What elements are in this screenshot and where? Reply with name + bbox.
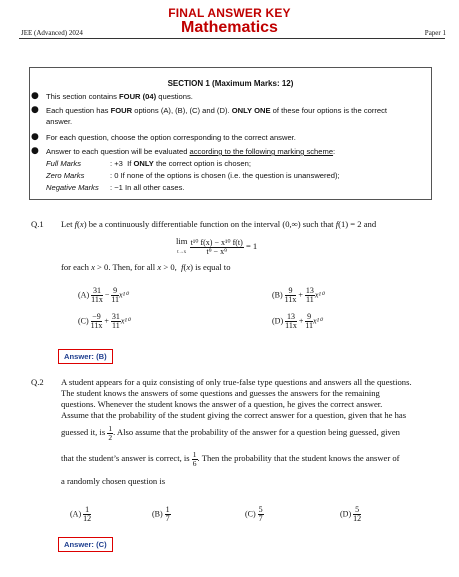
- stem-text: guessed it, is: [61, 426, 106, 437]
- marking-value: : 0 If none of the options is chosen (i.e. the question is unanswered);: [110, 171, 340, 180]
- bullet-icon: ●: [31, 146, 39, 156]
- question-number: Q.1: [31, 219, 44, 229]
- option-d[interactable]: [272, 313, 322, 330]
- fraction-num: 1: [108, 424, 113, 433]
- fraction-den: 2: [108, 432, 113, 442]
- stem-line-7: a randomly chosen question is: [61, 476, 166, 486]
- limit-operator: lim: [176, 236, 188, 246]
- option-label: (A): [78, 290, 90, 300]
- answer-badge-q2: Answer: (C): [58, 537, 113, 552]
- option-b[interactable]: [152, 506, 171, 523]
- option-c[interactable]: [78, 313, 130, 330]
- option-num: 9: [307, 312, 312, 321]
- instruction-1: This section contains FOUR (04) questions.: [46, 92, 193, 101]
- option-num: 5: [355, 505, 360, 514]
- option-den: 11x: [90, 321, 103, 330]
- option-operator: +: [298, 316, 304, 326]
- option-c[interactable]: [245, 506, 264, 523]
- marking-label: Negative Marks: [46, 183, 99, 192]
- bullet-icon: ●: [31, 105, 39, 115]
- limit-expression: [176, 236, 257, 258]
- option-num: 31: [111, 312, 120, 321]
- option-label: (B): [272, 290, 283, 300]
- instruction-2: Each question has FOUR options (A), (B), (C) and (D). ONLY ONE of these four options is the correct answer.: [46, 106, 388, 126]
- option-num: 1: [85, 505, 90, 514]
- option-term: x¹⁰: [314, 290, 325, 300]
- option-d[interactable]: [340, 506, 361, 523]
- option-den: 7: [165, 514, 170, 523]
- option-operator: +: [298, 290, 303, 300]
- instruction-4: Answer to each question will be evaluated according to the following marking scheme:: [46, 147, 336, 156]
- option-num: 13: [305, 286, 314, 295]
- option-den: 11x: [285, 321, 297, 330]
- stem-line: A student appears for a quiz consisting of only true-false type questions and answers all the questions.: [61, 377, 412, 387]
- option-label: (C): [245, 509, 256, 519]
- option-num: 31: [92, 286, 101, 295]
- instruction-3: For each question, choose the option corresponding to the correct answer.: [46, 133, 296, 142]
- option-num: 9: [113, 286, 118, 295]
- option-num: 9: [285, 287, 297, 296]
- option-b[interactable]: [272, 287, 324, 304]
- subject-title: Mathematics: [181, 19, 278, 36]
- option-den: 11: [111, 295, 120, 304]
- option-den: 11x: [91, 295, 103, 304]
- option-a[interactable]: [70, 506, 91, 523]
- option-num: −9: [92, 312, 101, 321]
- limit-numerator: t¹⁰ f(x) − x¹⁰ f(t): [190, 237, 243, 247]
- option-num: 1: [165, 505, 170, 514]
- stem-text: . Also assume that the probability of the answer for a question being guessed, given: [113, 426, 400, 437]
- option-term: x¹⁰: [119, 290, 129, 300]
- question-stem-2: for each x > 0. Then, for all x > 0, f(x) is equal to: [61, 262, 231, 272]
- option-label: (D): [340, 509, 352, 519]
- question-stem: [61, 377, 447, 421]
- option-num: 13: [286, 312, 295, 321]
- stem-text: . Then the probability that the student knows the answer of: [197, 452, 400, 463]
- option-den: 12: [83, 514, 92, 523]
- header-rule: [19, 38, 445, 39]
- bullet-icon: ●: [31, 91, 39, 101]
- option-num: 5: [258, 505, 263, 514]
- exam-name: JEE (Advanced) 2024: [21, 29, 83, 37]
- paper-label: Paper 1: [424, 29, 446, 37]
- option-den: 7: [258, 514, 263, 523]
- marking-label: Full Marks: [46, 159, 82, 168]
- stem-text: that the student’s answer is correct, is: [61, 452, 190, 463]
- limit-denominator: t⁹ − x⁹: [206, 246, 227, 256]
- fraction-num: 1: [192, 450, 197, 459]
- option-term: x¹⁰: [120, 316, 131, 326]
- answer-badge-q1: Answer: (B): [58, 349, 113, 364]
- option-label: (A): [70, 509, 82, 519]
- option-den: 11: [306, 295, 314, 304]
- stem-line-5: [61, 425, 400, 441]
- marking-value: : +3 If ONLY the correct option is chosen;: [110, 159, 251, 168]
- option-den: 11x: [284, 295, 297, 304]
- question-stem: Let f(x) be a continuously differentiable function on the interval (0,∞) such that f(1) = 2 and: [61, 219, 377, 229]
- marking-label: Zero Marks: [46, 171, 85, 180]
- option-label: (C): [78, 316, 89, 326]
- stem-line: Assume that the probability of the student giving the correct answer for a question, given that he has: [61, 410, 407, 420]
- limit-rhs: = 1: [245, 240, 258, 251]
- bullet-icon: ●: [31, 132, 39, 142]
- option-den: 11: [305, 321, 314, 330]
- stem-line: The student knows the answers of some questions and guesses the answers for the remaining: [61, 388, 380, 398]
- section-title: SECTION 1 (Maximum Marks: 12): [167, 79, 294, 88]
- stem-line: questions. Whenever the student knows the answer of a question, he gives the correct answer.: [61, 399, 383, 409]
- option-a[interactable]: [78, 287, 128, 304]
- stem-line-6: [61, 451, 400, 467]
- option-label: (D): [272, 316, 284, 326]
- marking-value: : −1 In all other cases.: [110, 183, 185, 192]
- option-label: (B): [152, 509, 163, 519]
- fraction-den: 6: [192, 458, 197, 468]
- option-den: 11: [112, 321, 120, 330]
- option-operator: −: [104, 290, 110, 300]
- question-number: Q.2: [31, 377, 44, 387]
- option-den: 12: [353, 514, 362, 523]
- option-operator: +: [104, 316, 109, 326]
- answer-key-heading: FINAL ANSWER KEY: [168, 6, 291, 20]
- option-term: x¹⁰: [313, 316, 323, 326]
- limit-subscript: t→x: [177, 250, 187, 255]
